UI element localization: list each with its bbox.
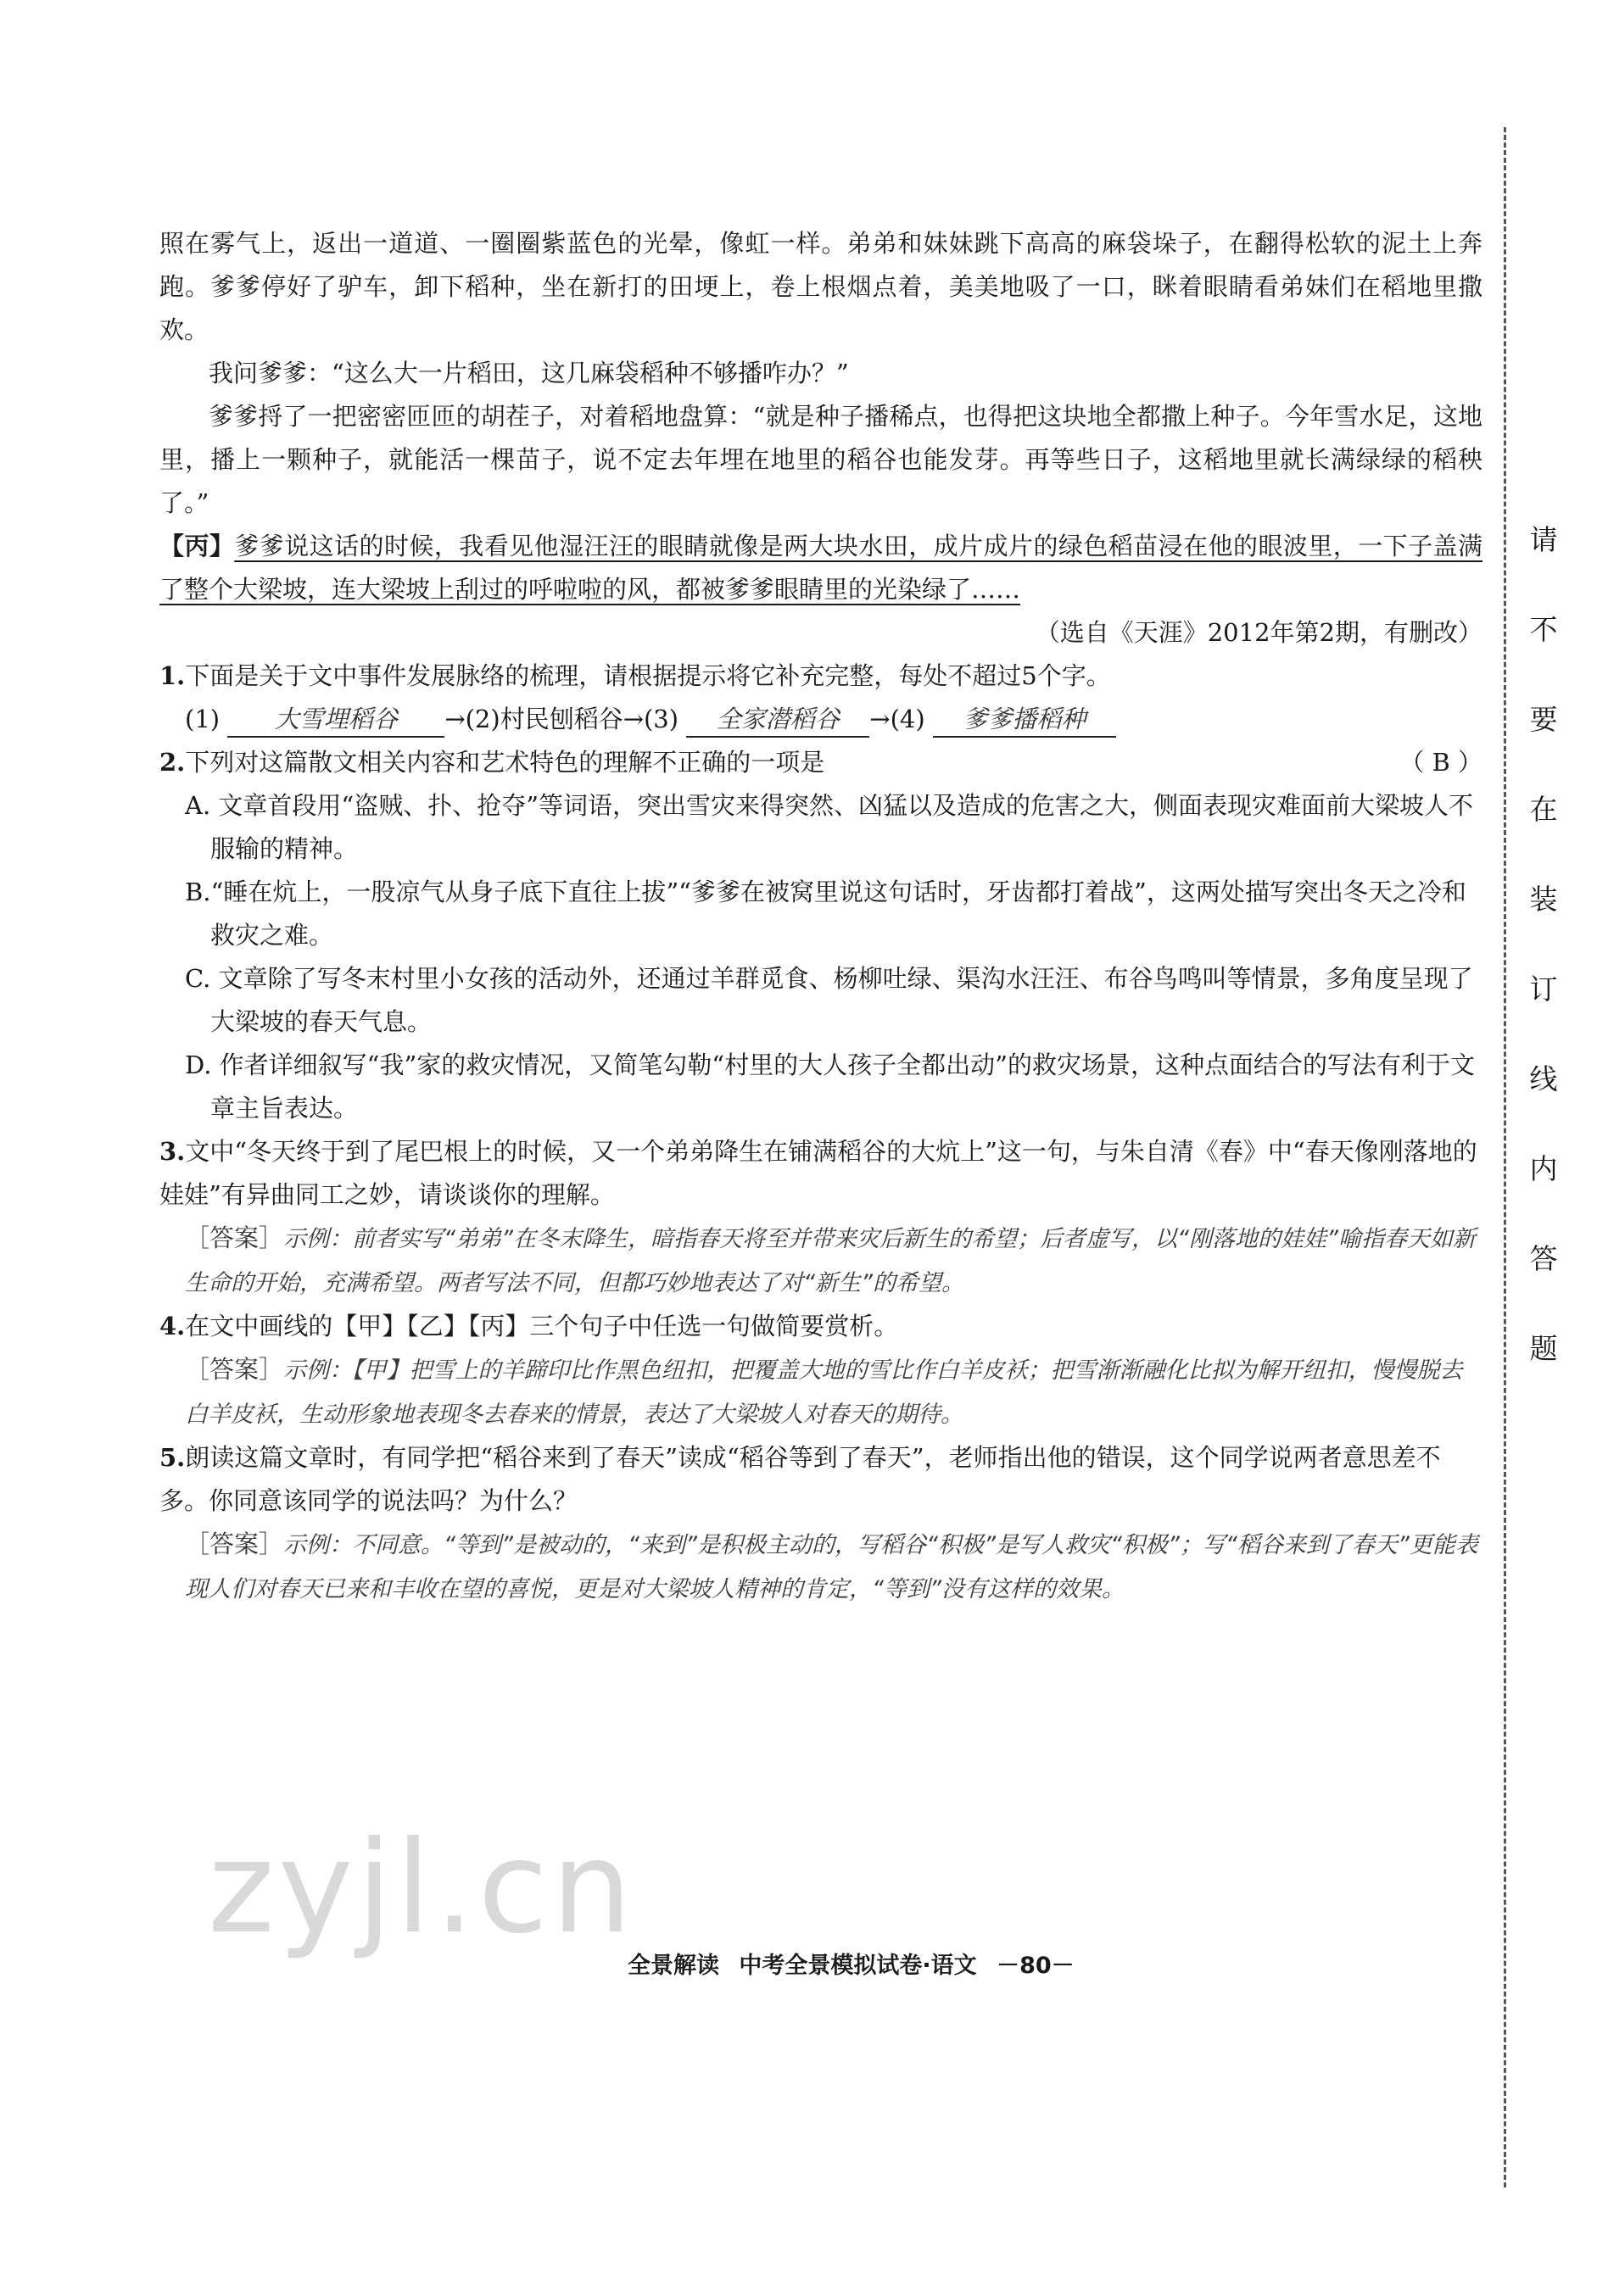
option-a: A. 文章首段用“盗贼、扑、抢夺”等词语，突出雪灾来得突然、凶猛以及造成的危害之大，侧面表现灾难面前大梁坡人不服输的精神。 <box>185 791 1474 863</box>
question-number: 1. <box>159 661 186 690</box>
sentence-tag-bing: 【丙】 <box>159 532 235 560</box>
question-4 <box>159 1305 1483 1348</box>
option-b: B.“睡在炕上，一股凉气从身子底下直往上拔”“爹爹在被窝里说这句话时，牙齿都打着战”，这两处描写突出冬天之冷和救灾之难。 <box>185 878 1466 950</box>
option-d: D. 作者详细叙写“我”家的救灾情况，又简笔勾勒“村里的大人孩子全都出动”的救灾场景，这种点面结合的写法有利于文章主旨表达。 <box>185 1050 1475 1123</box>
margin-char: 不 <box>1529 613 1558 646</box>
question-number: 5. <box>159 1443 186 1472</box>
margin-char: 线 <box>1529 1062 1558 1095</box>
margin-char: 请 <box>1529 523 1558 556</box>
answer-3 <box>185 1217 1483 1305</box>
question-number: 3. <box>159 1137 186 1166</box>
question-text: 下列对这篇散文相关内容和艺术特色的理解不正确的一项是 <box>185 748 825 777</box>
answer-4 <box>185 1348 1483 1436</box>
margin-char: 要 <box>1529 703 1558 736</box>
passage-source: （选自《天涯》2012年第2期，有删改） <box>1035 618 1483 647</box>
answer-text[interactable]: 示例：【甲】把雪上的羊蹄印比作黑色纽扣，把覆盖大地的雪比作白羊皮袄；把雪渐渐融化比拟为解开纽扣，慢慢脱去白羊皮袄，生动形象地表现冬去春来的情景，表达了大梁坡人对春天的期待。 <box>185 1357 1463 1428</box>
question-number: 2. <box>159 748 186 777</box>
answer-blank-4[interactable]: 爹爹播稻种 <box>933 702 1116 738</box>
question-number: 4. <box>159 1312 186 1340</box>
choice-answer[interactable]: （ B ） <box>1399 748 1483 777</box>
binding-margin-notice <box>1518 523 1569 1424</box>
margin-char: 装 <box>1529 883 1558 916</box>
question-3 <box>159 1130 1483 1217</box>
question-1-blanks <box>159 698 1483 741</box>
answer-text[interactable]: 示例：不同意。“等到”是被动的，“来到”是积极主动的，写稻谷“积极”是写人救灾“积极”；写“稻谷来到了春天”更能表现人们对春天已来和丰收在望的喜悦，更是对大梁坡人精神的肯定，“等到”没有这样的效果。 <box>185 1532 1478 1602</box>
question-1 <box>159 655 1483 698</box>
footer-brand: 全景解读 <box>628 1953 719 1979</box>
option-c: C. 文章除了写冬末村里小女孩的活动外，还通过羊群觅食、杨柳吐绿、渠沟水汪汪、布谷鸟鸣叫等情景，多角度呈现了大梁坡的春天气息。 <box>185 964 1473 1036</box>
question-text: 下面是关于文中事件发展脉络的梳理，请根据提示将它补充完整，每处不超过5个字。 <box>185 661 1111 690</box>
question-5 <box>159 1436 1483 1523</box>
margin-char: 答 <box>1529 1242 1558 1275</box>
page-footer <box>628 1947 1086 1980</box>
answer-tag: ［答案］ <box>185 1223 284 1252</box>
passage-paragraph-1: 照在雾气上，返出一道道、一圈圈紫蓝色的光晕，像虹一样。弟弟和妹妹跳下高高的麻袋垛子，在翻得松软的泥土上奔跑。爹爹停好了驴车，卸下稻种，坐在新打的田埂上，卷上根烟点着，美美地吸了一口，眯着眼睛看弟妹们在稻地里撒欢。 <box>159 229 1483 344</box>
site-watermark: zyjl.cn <box>208 1814 636 1962</box>
binding-dashed-line <box>1504 127 1506 2187</box>
question-text: 在文中画线的【甲】【乙】【丙】三个句子中任选一句做简要赏析。 <box>185 1312 899 1340</box>
flow-arrow-text: →(2)村民刨稻谷→(3) <box>444 705 679 733</box>
main-content <box>159 222 1483 1611</box>
answer-blank-1[interactable]: 大雪埋稻谷 <box>227 702 444 738</box>
underlined-sentence-bing: 爹爹说这话的时候，我看见他湿汪汪的眼睛就像是两大块水田，成片成片的绿色稻苗浸在他的眼波里，一下子盖满了整个大梁坡，连大梁坡上刮过的呼啦啦的风，都被爹爹眼睛里的光染绿了…… <box>159 532 1483 604</box>
answer-5 <box>185 1523 1483 1611</box>
answer-tag: ［答案］ <box>185 1355 284 1384</box>
footer-page-number: －80－ <box>997 1953 1075 1979</box>
blank-label-1: (1) <box>185 705 221 733</box>
margin-char: 内 <box>1529 1152 1558 1185</box>
margin-char: 在 <box>1529 793 1558 826</box>
answer-tag: ［答案］ <box>185 1530 284 1558</box>
margin-char: 订 <box>1529 972 1558 1006</box>
question-2 <box>159 741 1483 784</box>
passage-paragraph-3: 爹爹捋了一把密密匝匝的胡茬子，对着稻地盘算：“就是种子播稀点，也得把这块地全都撒上种子。今年雪水足，这地里，播上一颗种子，就能活一棵苗子，说不定去年埋在地里的稻谷也能发芽。再等些日子，这稻地里就长满绿绿的稻秧了。” <box>159 402 1483 517</box>
flow-arrow-text: →(4) <box>869 705 925 733</box>
passage-paragraph-2: 我问爹爹：“这么大一片稻田，这几麻袋稻种不够播咋办？” <box>209 359 849 387</box>
answer-blank-3[interactable]: 全家潜稻谷 <box>686 702 869 738</box>
passage-paragraph-4 <box>159 525 1483 611</box>
question-text: 朗读这篇文章时，有同学把“稻谷来到了春天”读成“稻谷等到了春天”，老师指出他的错误，这个同学说两者意思差不多。你同意该同学的说法吗？为什么？ <box>159 1443 1441 1515</box>
margin-char: 题 <box>1529 1332 1558 1365</box>
footer-series: 中考全景模拟试卷·语文 <box>739 1953 977 1979</box>
question-text: 文中“冬天终于到了尾巴根上的时候，又一个弟弟降生在铺满稻谷的大炕上”这一句，与朱自清《春》中“春天像刚落地的娃娃”有异曲同工之妙，请谈谈你的理解。 <box>159 1137 1477 1209</box>
answer-text[interactable]: 示例：前者实写“弟弟”在冬末降生，暗指春天将至并带来灾后新生的希望；后者虚写，以“刚落地的娃娃”喻指春天如新生命的开始，充满希望。两者写法不同，但都巧妙地表达了对“新生”的希望。 <box>185 1226 1476 1296</box>
